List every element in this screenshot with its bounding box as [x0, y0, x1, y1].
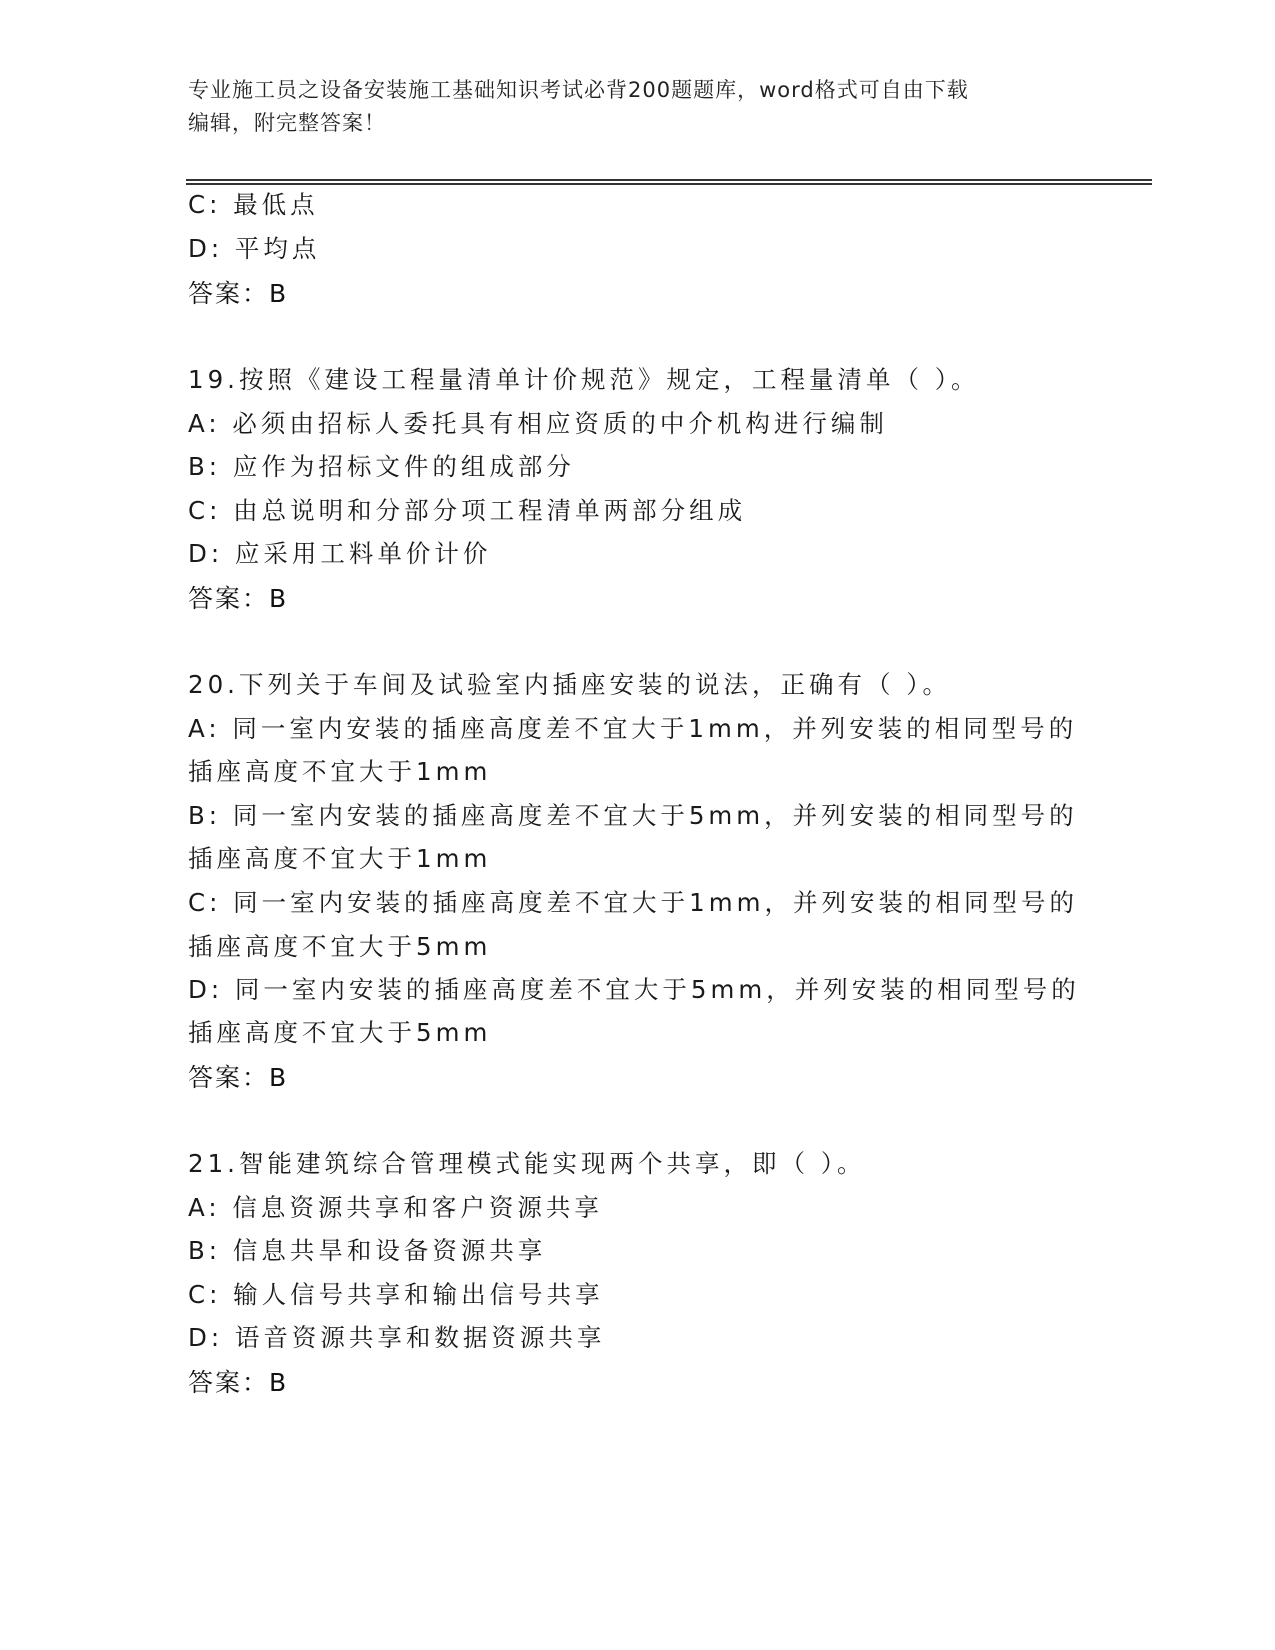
q19-option-c: C: 由总说明和分部分项工程清单两部分组成 — [188, 496, 747, 525]
q20-option-d-line2: 插座高度不宜大于5mm — [188, 1018, 492, 1047]
q18-option-c: C: 最低点 — [188, 190, 319, 219]
header-line-2: 编辑，附完整答案！ — [188, 111, 386, 135]
q20-option-c-line2: 插座高度不宜大于5mm — [188, 932, 492, 961]
header-line-1: 专业施工员之设备安装施工基础知识考试必背200题题库，word格式可自由下载 — [188, 78, 969, 102]
q21-option-c: C: 输人信号共享和输出信号共享 — [188, 1280, 604, 1309]
q20-question: 20.下列关于车间及试验室内插座安装的说法，正确有（ ）。 — [188, 670, 951, 699]
q19-question: 19.按照《建设工程量清单计价规范》规定，工程量清单（ ）。 — [188, 365, 980, 394]
q19-answer: 答案：B — [188, 584, 289, 613]
q20-option-a-line1: A: 同一室内安装的插座高度差不宜大于1mm，并列安装的相同型号的 — [188, 714, 1078, 743]
q21-option-d: D: 语音资源共享和数据资源共享 — [188, 1323, 606, 1352]
q19-option-d: D: 应采用工料单价计价 — [188, 539, 492, 568]
q20-option-a-line2: 插座高度不宜大于1mm — [188, 757, 492, 786]
header-divider-top — [186, 179, 1152, 181]
q20-option-b-line1: B: 同一室内安装的插座高度差不宜大于5mm，并列安装的相同型号的 — [188, 801, 1078, 830]
q20-option-d-line1: D: 同一室内安装的插座高度差不宜大于5mm，并列安装的相同型号的 — [188, 975, 1080, 1004]
header-divider-bottom — [186, 183, 1152, 185]
q20-option-c-line1: C: 同一室内安装的插座高度差不宜大于1mm，并列安装的相同型号的 — [188, 888, 1078, 917]
q18-answer: 答案：B — [188, 279, 289, 308]
q21-option-b: B: 信息共旱和设备资源共享 — [188, 1236, 547, 1265]
q21-option-a: A: 信息资源共享和客户资源共享 — [188, 1193, 603, 1222]
q21-question: 21.智能建筑综合管理模式能实现两个共享，即（ ）。 — [188, 1149, 866, 1178]
q20-answer: 答案：B — [188, 1063, 289, 1092]
q19-option-a: A: 必须由招标人委托具有相应资质的中介机构进行编制 — [188, 409, 888, 438]
q20-option-b-line2: 插座高度不宜大于1mm — [188, 844, 492, 873]
page-header — [188, 74, 1088, 140]
q19-option-b: B: 应作为招标文件的组成部分 — [188, 452, 575, 481]
q21-answer: 答案：B — [188, 1368, 289, 1397]
q18-option-d: D: 平均点 — [188, 234, 321, 263]
